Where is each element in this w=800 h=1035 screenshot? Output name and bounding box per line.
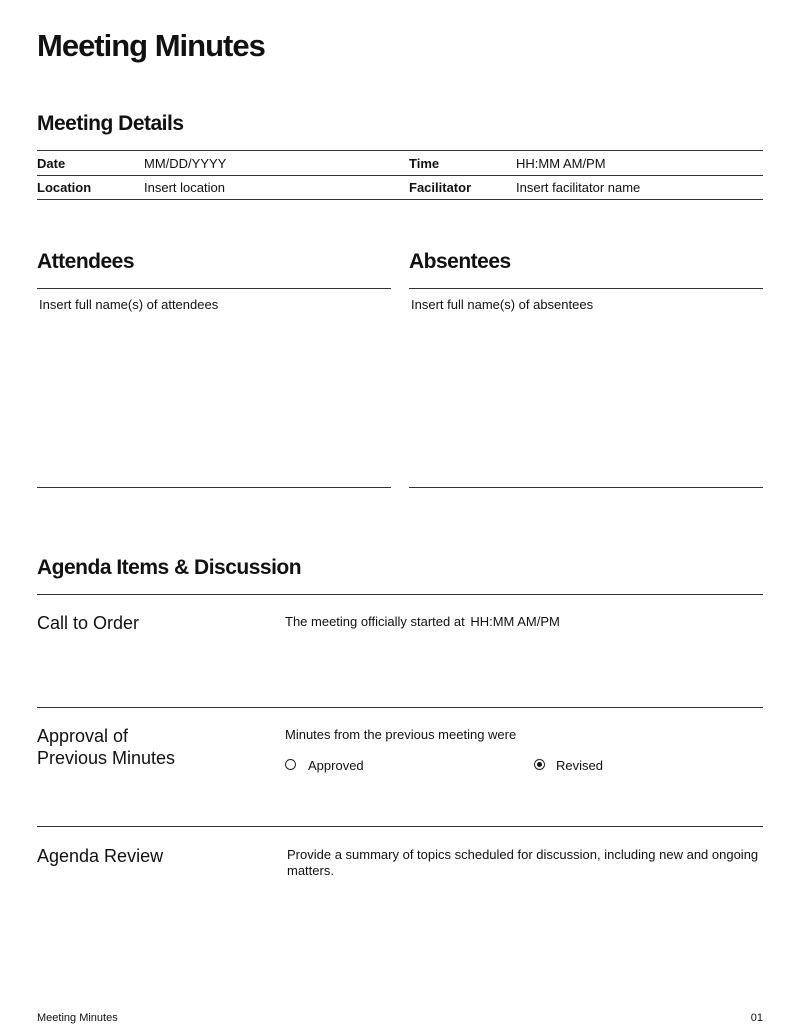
approval-title-line2: Previous Minutes (37, 748, 176, 768)
approval-text: Minutes from the previous meeting were (285, 727, 517, 742)
page-number: 01 (750, 1012, 763, 1024)
divider (37, 826, 763, 827)
time-label: Time (409, 156, 440, 171)
facilitator-label: Facilitator (409, 180, 472, 195)
location-field[interactable]: Insert location (144, 180, 225, 195)
divider (37, 487, 391, 488)
divider (409, 288, 763, 289)
location-label: Location (37, 180, 92, 195)
revised-label[interactable]: Revised (556, 758, 603, 773)
call-to-order-title: Call to Order (37, 613, 140, 633)
facilitator-field[interactable]: Insert facilitator name (516, 180, 641, 195)
divider (37, 150, 763, 151)
approval-title-line1: Approval of (37, 726, 129, 746)
divider (37, 288, 391, 289)
revised-radio[interactable] (534, 759, 545, 770)
call-to-order-label: The meeting officially started at (285, 614, 465, 629)
agenda-review-text[interactable]: Provide a summary of topics scheduled for discussion, including new and ongoing matters. (287, 847, 759, 878)
call-to-order-text (285, 614, 560, 629)
date-label: Date (37, 156, 66, 171)
agenda-review-title: Agenda Review (37, 846, 164, 866)
footer-title: Meeting Minutes (37, 1012, 118, 1024)
divider (37, 594, 763, 595)
attendees-field[interactable]: Insert full name(s) of attendees (39, 297, 219, 312)
meeting-details-heading: Meeting Details (37, 112, 184, 135)
divider (37, 707, 763, 708)
approved-radio[interactable] (285, 759, 296, 770)
time-field[interactable]: HH:MM AM/PM (516, 156, 606, 171)
date-field[interactable]: MM/DD/YYYY (144, 156, 227, 171)
divider (409, 487, 763, 488)
attendees-heading: Attendees (37, 250, 135, 273)
agenda-heading: Agenda Items & Discussion (37, 556, 302, 579)
divider (37, 199, 763, 200)
absentees-heading: Absentees (409, 250, 511, 273)
approval-title (37, 725, 175, 769)
page-title: Meeting Minutes (37, 28, 265, 63)
divider (37, 175, 763, 176)
call-to-order-time-field[interactable]: HH:MM AM/PM (470, 614, 560, 629)
absentees-field[interactable]: Insert full name(s) of absentees (411, 297, 594, 312)
approved-label[interactable]: Approved (308, 758, 364, 773)
